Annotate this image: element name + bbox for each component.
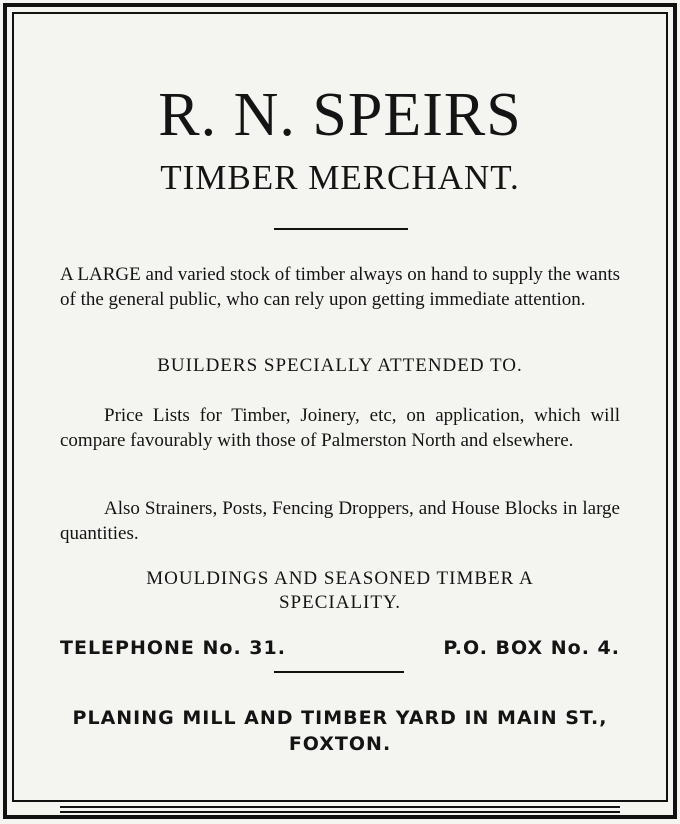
business-name: R. N. SPEIRS [158, 81, 522, 149]
divider-top [274, 228, 408, 230]
po-box-number: P.O. BOX No. 4. [443, 637, 620, 659]
business-trade: TIMBER MERCHANT. [160, 158, 520, 197]
footer-address-line2: FOXTON. [288, 733, 392, 755]
footer-rule-2 [60, 811, 620, 813]
footer-address-line1: PLANING MILL AND TIMBER YARD IN MAIN ST., [72, 707, 608, 729]
builders-heading: BUILDERS SPECIALLY ATTENDED TO. [157, 355, 523, 376]
footer-rule-1 [60, 806, 620, 808]
price-lists-paragraph: Price Lists for Timber, Joinery, etc, on application, which will compare favourably with those of Palmerston North and elsewhere. [60, 405, 620, 451]
intro-paragraph: A LARGE and varied stock of timber always on hand to supply the wants of the general public, who can rely upon getting immediate attention. [60, 264, 620, 310]
footer-address [60, 705, 620, 757]
mouldings-heading: MOULDINGS AND SEASONED TIMBER A SPECIALITY. [146, 568, 534, 613]
strainers-paragraph: Also Strainers, Posts, Fencing Droppers, and House Blocks in large quantities. [60, 498, 620, 544]
telephone-number: TELEPHONE No. 31. [60, 637, 286, 659]
contact-row [60, 637, 620, 661]
divider-bottom [274, 671, 404, 673]
